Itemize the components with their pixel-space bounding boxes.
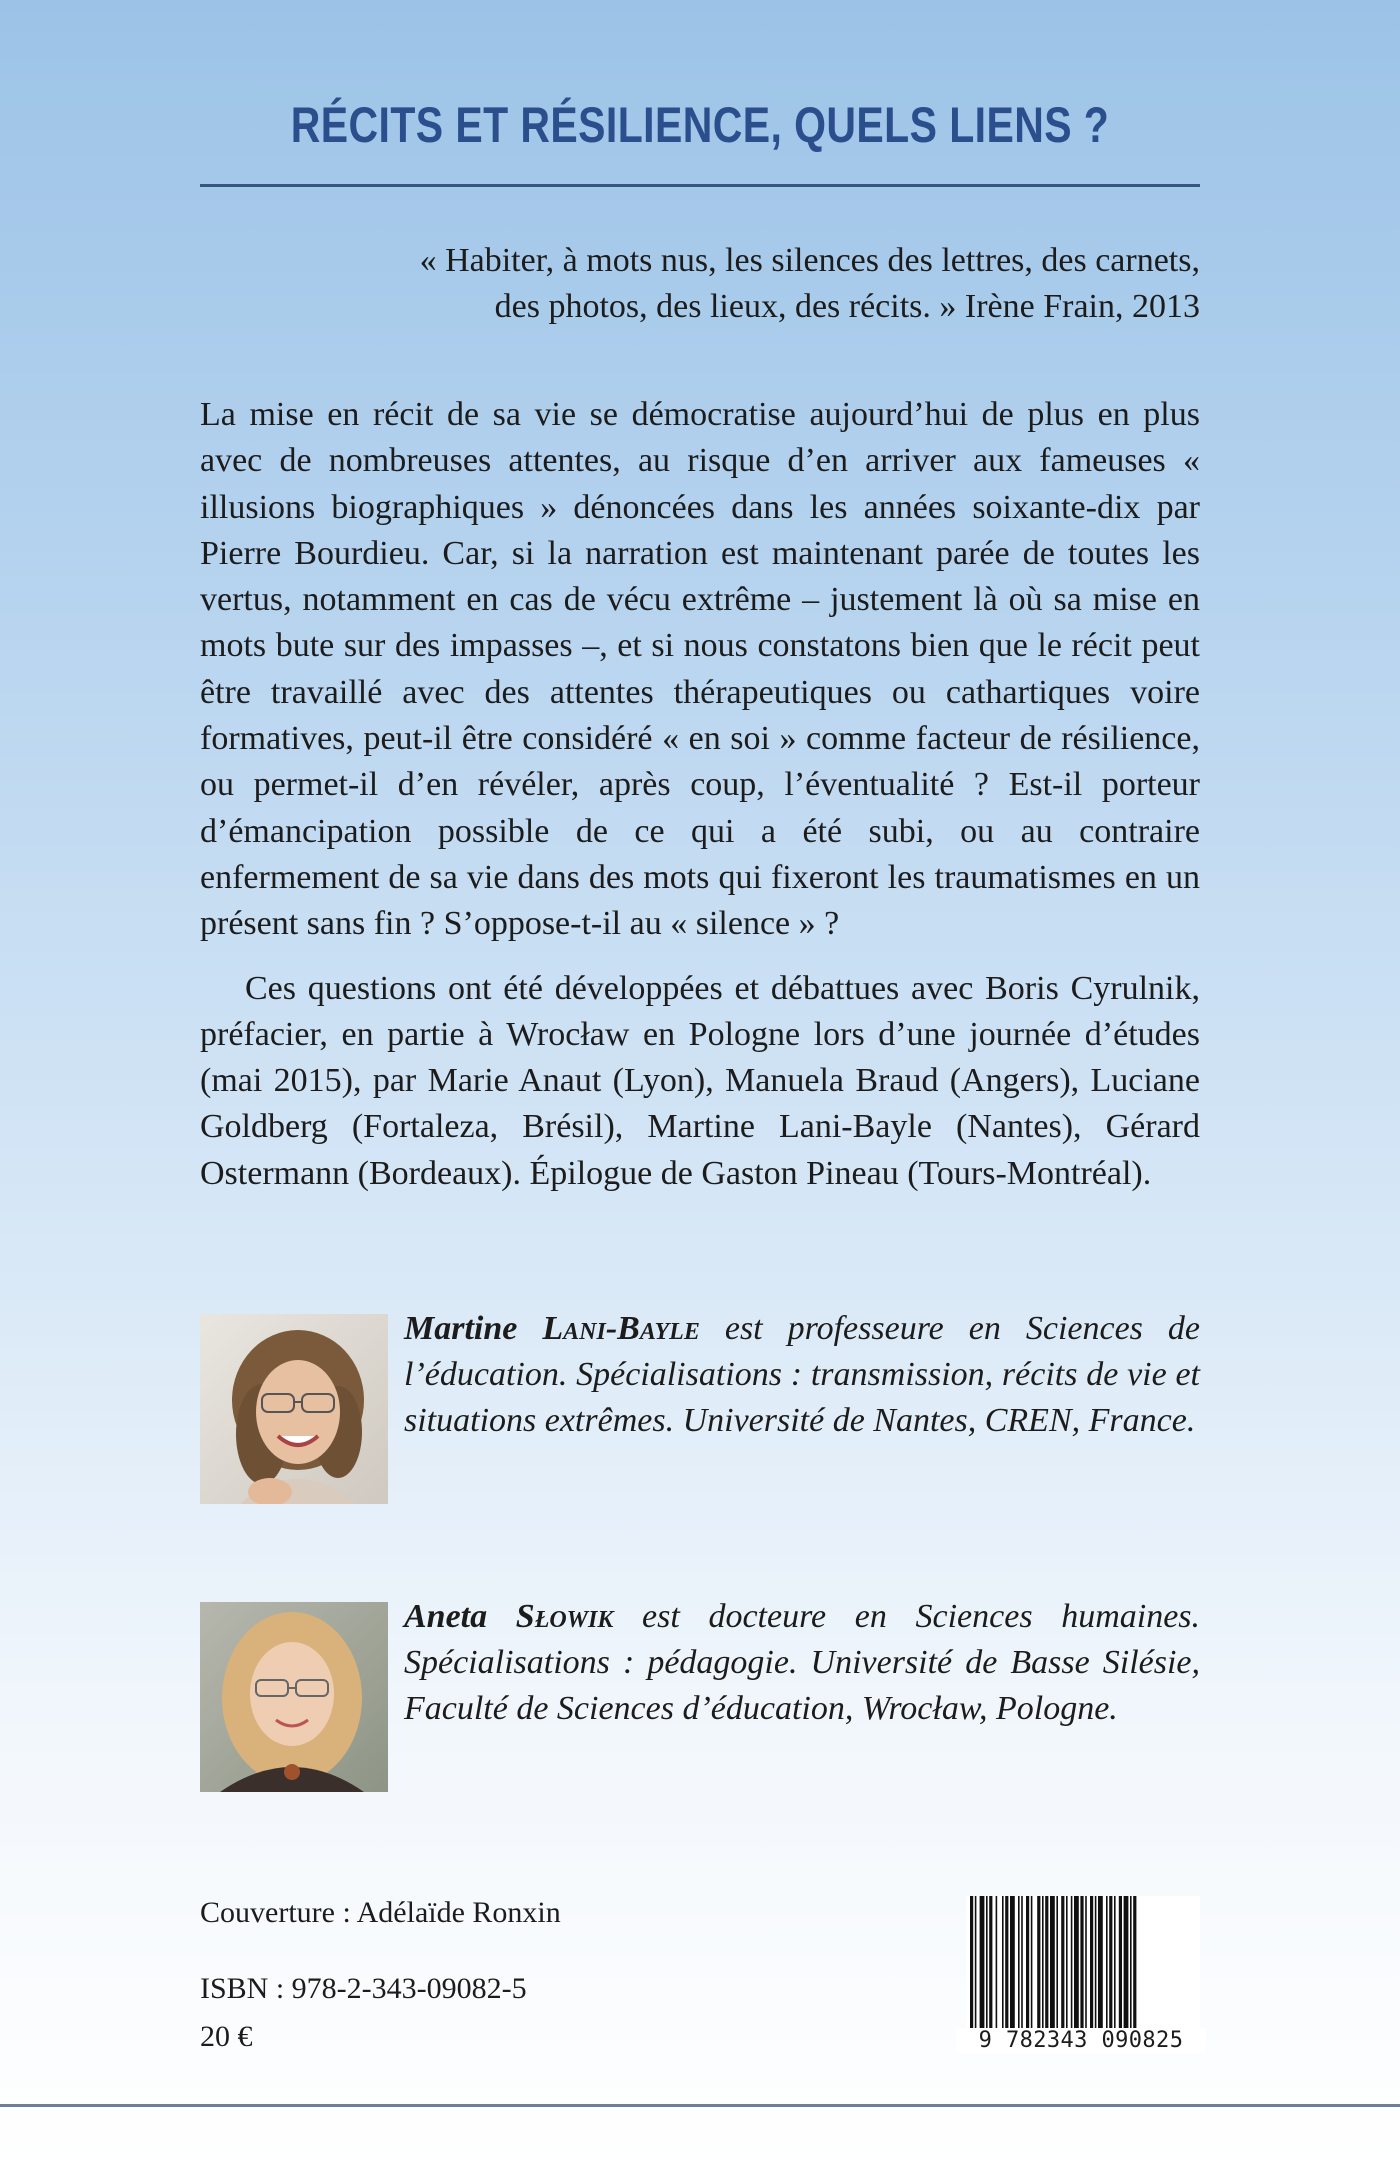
barcode-bar	[1085, 1896, 1087, 2028]
barcode-bar	[1045, 1896, 1048, 2028]
barcode-bar	[1119, 1896, 1122, 2028]
blurb	[200, 392, 1200, 1197]
barcode-bar	[980, 1896, 985, 2028]
barcode	[966, 1896, 1200, 2040]
barcode-bar	[1026, 1896, 1029, 2028]
author-description-2: est docteure en Sciences humaines. Spécialisations : pédagogie. Université de Basse Silésie, Faculté de Sciences d’éducation, Wrocław, Pologne.	[404, 1598, 1201, 1727]
author-last-name-1: Lani-Bayle	[542, 1310, 700, 1347]
barcode-bar	[1010, 1896, 1015, 2028]
barcode-bar	[1124, 1896, 1129, 2028]
barcode-bar	[1095, 1896, 1097, 2028]
barcode-digits: 9 782343 090825	[956, 2028, 1206, 2053]
barcode-bar	[1071, 1896, 1073, 2028]
barcode-bar	[1005, 1896, 1008, 2028]
book-title: RÉCITS ET RÉSILIENCE, QUELS LIENS ?	[290, 97, 1110, 153]
blurb-paragraph-2: Ces questions ont été développées et débattues avec Boris Cyrulnik, préfacier, en partie à Wrocław en Pologne lors d’une journée d’études (mai 2015), par Marie Anaut (Lyon), Manuela Braud (Angers), Luciane Goldberg (Fortaleza, Brésil), Martine Lani-Bayle (Nantes), Gérard Ostermann (Bordeaux). Épilogue de Gaston Pineau (Tours-Montréal).	[200, 969, 1200, 1192]
author-last-name-2: Słowik	[515, 1598, 614, 1635]
cover-credit: Couverture : Adélaïde Ronxin	[200, 1896, 561, 1929]
author-photo-2	[200, 1602, 388, 1792]
barcode-bar	[1080, 1896, 1083, 2028]
author-description-1: est professeure en Sciences de l’éducation. Spécialisations : transmission, récits de vie et situations extrêmes. Université de Nantes, CREN, France.	[404, 1310, 1201, 1439]
barcode-bar	[970, 1896, 973, 2028]
barcode-bar	[1106, 1896, 1108, 2028]
barcode-bar	[1056, 1896, 1058, 2028]
epigraph	[330, 238, 1200, 330]
barcode-bar	[1090, 1896, 1093, 2028]
author-bio-1	[404, 1306, 1200, 1444]
blurb-paragraph-1: La mise en récit de sa vie se démocratise aujourd’hui de plus en plus avec de nombreuses attentes, au risque d’en arriver aux fameuses « illusions biographiques » dénoncées dans les années soixante-dix par Pierre Bourdieu. Car, si la narration est maintenant parée de toutes les vertus, notamment en cas de vécu extrême – justement là où sa mise en mots bute sur des impasses –, et si nous constatons bien que le récit peut être travaillé avec des attentes thérapeutiques ou cathartiques voire formatives, peut-il être considéré « en soi » comme facteur de résilience, ou permet-il d’en révéler, après coup, l’éventualité ? Est-il porteur d’émancipation possible de ce qui a été subi, ou au contraire enfermement de sa vie dans des mots qui fixeront les traumatismes en un présent sans fin ? S’oppose-t-il au « silence » ?	[200, 396, 1200, 943]
barcode-bar	[1042, 1896, 1044, 2028]
barcode-bar	[989, 1896, 992, 2028]
barcode-bar	[1037, 1896, 1040, 2028]
bottom-divider	[0, 2104, 1400, 2107]
barcode-bar	[1031, 1896, 1033, 2028]
barcode-bar	[1133, 1896, 1136, 2028]
author-block-1	[200, 1310, 1201, 1504]
barcode-bar	[1021, 1896, 1023, 2028]
barcode-bar	[1018, 1896, 1020, 2028]
barcode-bar	[1050, 1896, 1055, 2028]
barcode-bar	[1114, 1896, 1116, 2028]
price: 20 €	[200, 2020, 253, 2053]
barcode-bar	[1002, 1896, 1004, 2028]
barcode-bar	[996, 1896, 998, 2028]
author-first-name-1: Martine	[404, 1310, 518, 1347]
barcode-bar	[1130, 1896, 1132, 2028]
author-block-2	[200, 1598, 1201, 1792]
isbn: ISBN : 978-2-343-09082-5	[200, 1972, 527, 2005]
barcode-bar	[1061, 1896, 1064, 2028]
barcode-bar	[975, 1896, 977, 2028]
author-first-name-2: Aneta	[404, 1598, 488, 1635]
epigraph-line-1: « Habiter, à mots nus, les silences des lettres, des carnets,	[419, 242, 1200, 279]
barcode-bar	[1098, 1896, 1103, 2028]
barcode-bar	[1109, 1896, 1112, 2028]
author-bio-2	[404, 1594, 1200, 1732]
barcode-bar	[986, 1896, 988, 2028]
barcode-bar	[1066, 1896, 1068, 2028]
epigraph-line-2: des photos, des lieux, des récits. » Irène Frain, 2013	[494, 288, 1200, 325]
title-divider	[200, 184, 1200, 187]
author-photo-1	[200, 1314, 388, 1504]
barcode-bar	[1074, 1896, 1079, 2028]
